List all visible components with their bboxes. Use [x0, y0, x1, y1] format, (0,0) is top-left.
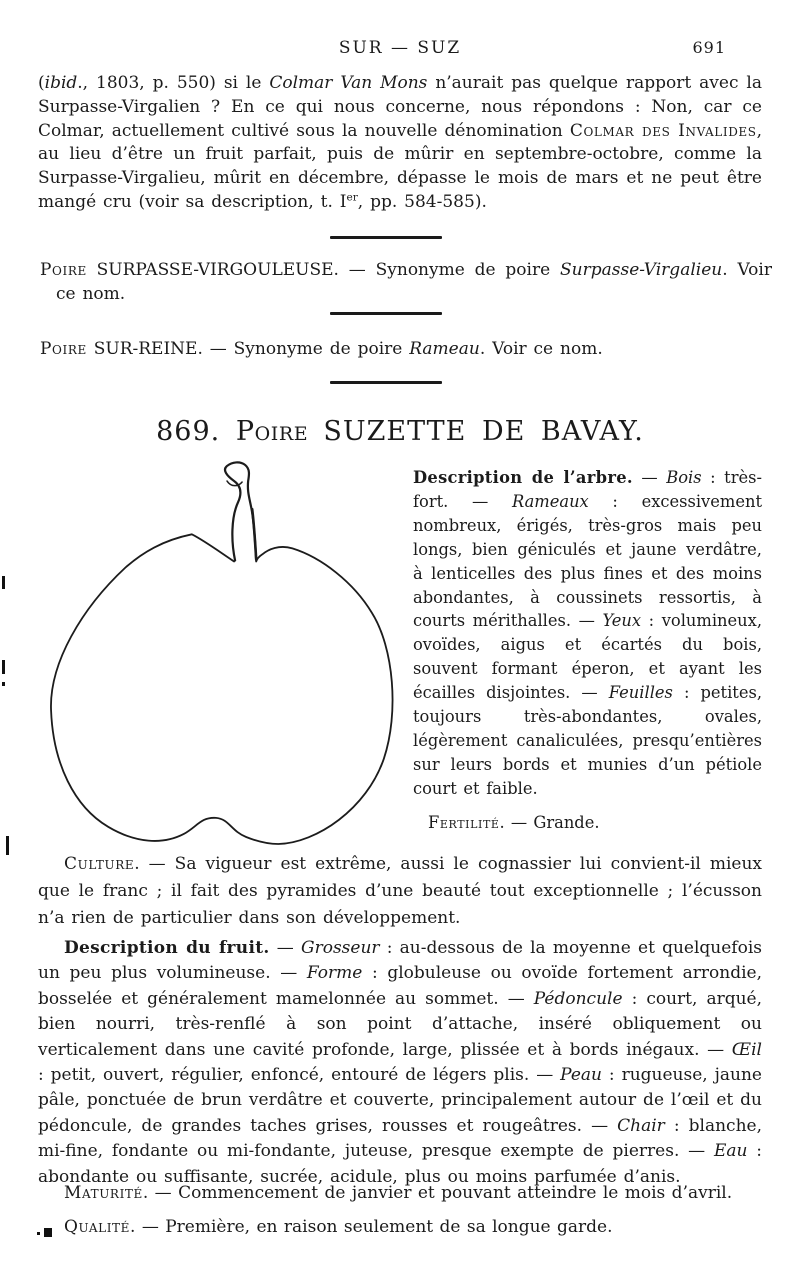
scan-artifact: [2, 682, 5, 686]
running-title: SUR — SUZ: [338, 38, 462, 58]
scan-artifact: [6, 836, 9, 855]
fertility-line: Fertilité. — Grande.: [428, 812, 600, 832]
scan-artifact: [2, 660, 5, 674]
fruit-description-paragraph: Description du fruit. — Grosseur : au-dessous de la moyenne et quelquefois un peu plus volumineuse. — Forme : globuleuse ou ovoïde fortement arrondie, bosselée et généralement mamelonnée au sommet. — Pédoncule : court, arqué, bien nourri, très-renflé à son point d’attache, inséré obliquement ou verticalement dans une cavité profonde, large, plissée et à bords inégaux. — Œil : petit, ouvert, régulier, enfoncé, entouré de légers plis. — Peau : rugueuse, jaune pâle, ponctuée de brun verdâtre et couverte, principalement autour de l’œil et du pédoncule, de grandes taches grises, rousses et rougeâtres. — Chair : blanche, mi-fine, fondante ou mi-fondante, juteuse, presque exempte de pierres. — Eau : abondante ou suffisante, sucrée, acidule, plus ou moins parfumée d’anis.: [38, 938, 763, 1187]
section-divider: [330, 236, 442, 239]
synonym-entry-surpasse-virgouleuse: Poire SURPASSE-VIRGOULEUSE. — Synonyme de poire Surpasse-Virgalieu. Voir ce nom.: [40, 260, 772, 304]
tree-description-column: [413, 466, 762, 834]
page-number: 691: [692, 38, 726, 57]
intro-paragraph: (ibid., 1803, p. 550) si le Colmar Van Mons n’aurait pas quelque rapport avec la Surpasse-Virgalien ? En ce qui nous concerne, nous répondons : Non, car ce Colmar, actuellement cultivé sous la nouvelle dénomination Colmar des Invalides, au lieu d’être un fruit parfait, puis de mûrir en septembre-octobre, comme la Surpasse-Virgalieu, mûrit en décembre, dépasse le mois de mars et ne peut être mangé cru (voir sa description, t. Ier, pp. 584-585).: [38, 73, 762, 212]
scan-artifact: [44, 1228, 52, 1237]
culture-paragraph: Culture. — Sa vigueur est extrême, aussi le cognassier lui convient-il mieux que le franc ; il fait des pyramides d’une beauté tout exceptionnelle ; l’écusson n’a rien de particulier dans son développement.: [38, 854, 762, 928]
article-heading: 869. Poire SUZETTE DE BAVAY.: [156, 416, 644, 447]
synonym-entry-sur-reine: Poire SUR-REINE. — Synonyme de poire Rameau. Voir ce nom.: [40, 339, 603, 359]
scan-artifact: [2, 576, 5, 589]
tree-description-paragraph: Description de l’arbre. — Bois : très-fort. — Rameaux : excessivement nombreux, érigés, très-gros mais peu longs, bien géniculés et jaune verdâtre, à lenticelles des plus fines et des moins abondantes, à coussinets ressortis, à courts mérithalles. — Yeux : volumineux, ovoïdes, aigus et écartés du bois, souvent formant éperon, et ayant les écailles disjointes. — Feuilles : petites, toujours très-abondantes, ovales, légèrement canaliculées, presqu’entières sur leurs bords et munies d’un pétiole court et faible.: [413, 468, 762, 798]
section-divider: [330, 381, 442, 384]
running-head: [38, 38, 762, 60]
section-divider: [330, 312, 442, 315]
quality-line: Qualité. — Première, en raison seulement de sa longue garde.: [64, 1217, 613, 1237]
scan-artifact: [37, 1232, 40, 1235]
pear-illustration: [40, 456, 402, 860]
pear-outline-icon: [40, 456, 402, 860]
maturity-line: Maturité. — Commencement de janvier et pouvant atteindre le mois d’avril.: [64, 1183, 733, 1203]
